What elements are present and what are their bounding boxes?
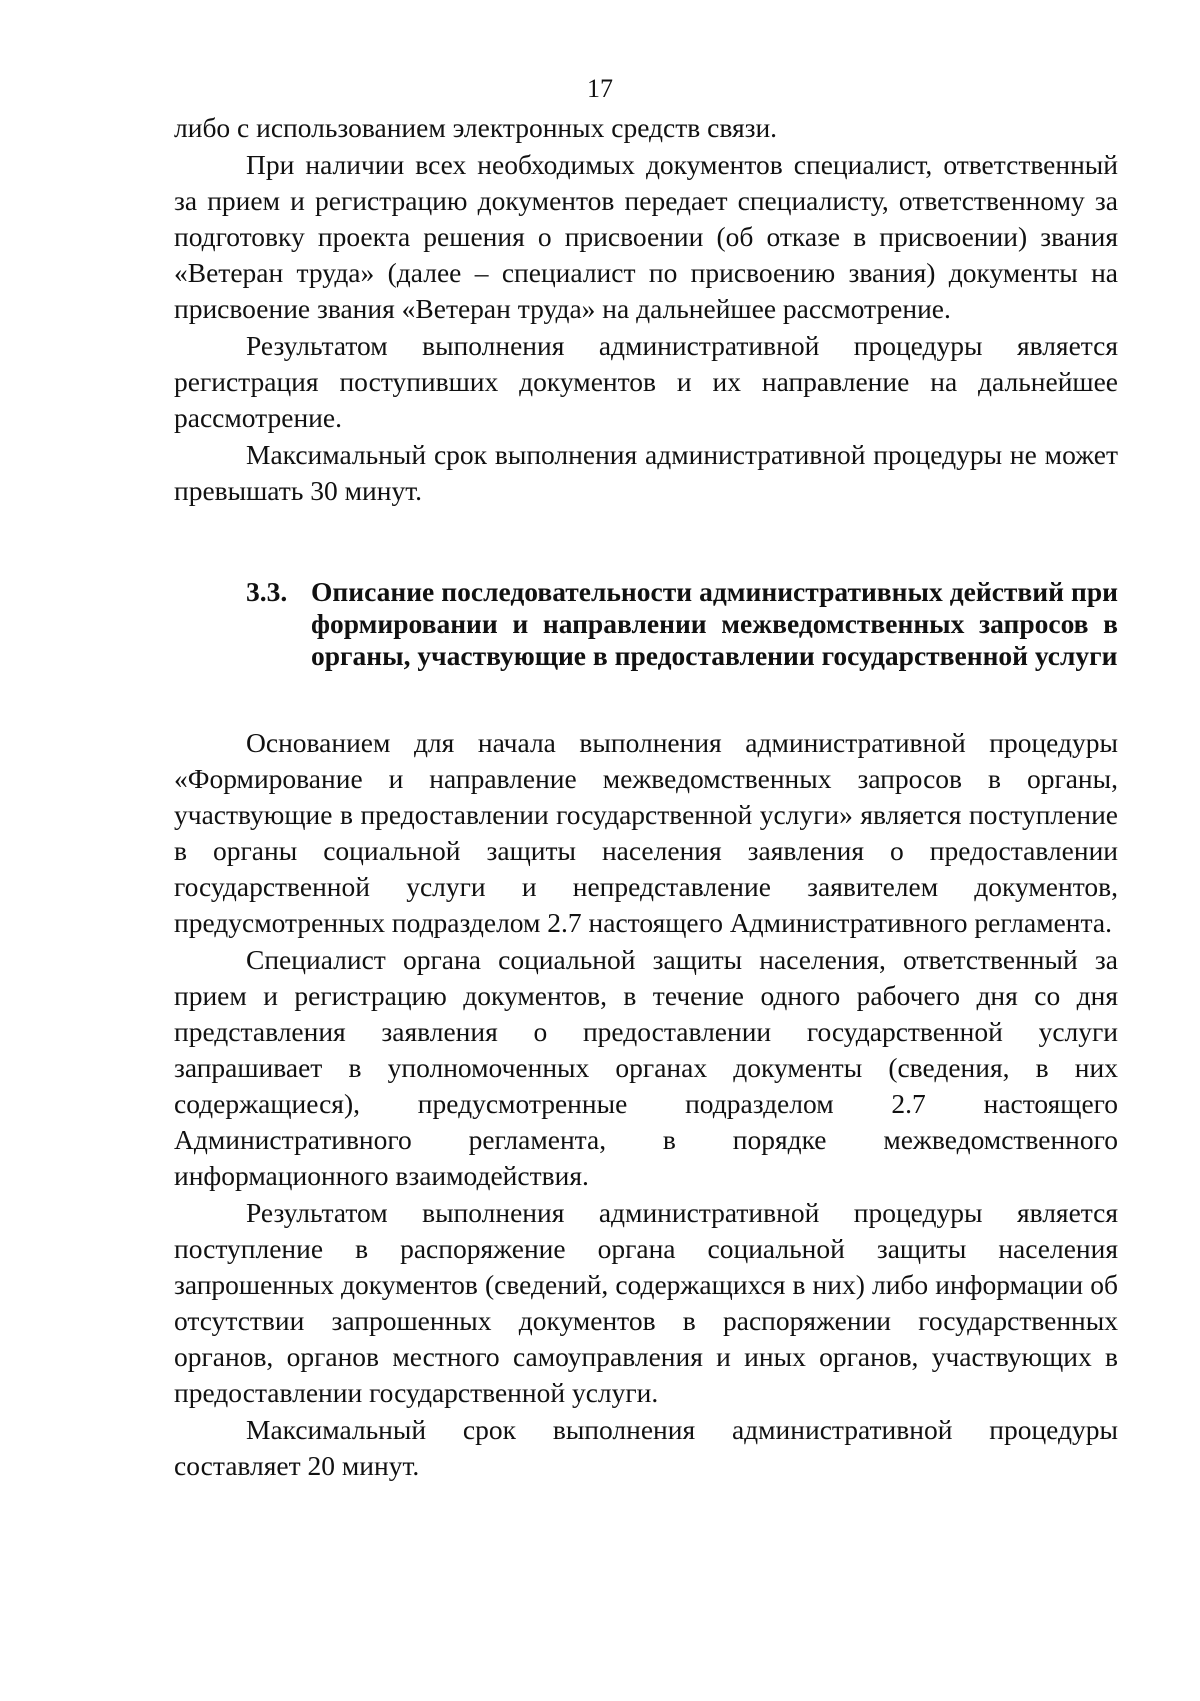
paragraph-continuation: либо с использованием электронных средств связи. xyxy=(174,112,778,143)
paragraph-procedure-result: Результатом выполнения административной процедуры является регистрация поступивших документов и их направление на дальнейшее рассмотрение. xyxy=(174,330,1118,433)
section-heading xyxy=(174,576,1118,672)
page-number: 17 xyxy=(587,74,613,103)
paragraph-procedure-basis: Основанием для начала выполнения административной процедуры «Формирование и направление межведомственных запросов в органы, участвующие в предоставлении государственной услуги» является поступление в органы социальной защиты населения заявления о предоставлении государственной услуги и непредставление заявителем документов, предусмотренных подразделом 2.7 настоящего Административного регламента. xyxy=(174,727,1118,938)
page-content xyxy=(174,110,1118,1484)
paragraph-specialist-request: Специалист органа социальной защиты населения, ответственный за прием и регистрацию документов, в течение одного рабочего дня со дня представления заявления о предоставлении государственной услуги запрашивает в уполномоченных органах документы (сведения, в них содержащиеся), предусмотренные подразделом 2.7 настоящего Административного регламента, в порядке межведомственного информационного взаимодействия. xyxy=(174,944,1118,1191)
paragraph-documents-transfer: При наличии всех необходимых документов специалист, ответственный за прием и регистрацию документов передает специалисту, ответственному за подготовку проекта решения о присвоении (об отказе в присвоении) звания «Ветеран труда» (далее – специалист по присвоению звания) документы на присвоение звания «Ветеран труда» на дальнейшее рассмотрение. xyxy=(174,149,1118,324)
paragraph-request-result: Результатом выполнения административной процедуры является поступление в распоряжение органа социальной защиты населения запрошенных документов (сведений, содержащихся в них) либо информации об отсутствии запрошенных документов в распоряжении государственных органов, органов местного самоуправления и иных органов, участвующих в предоставлении государственной услуги. xyxy=(174,1197,1118,1408)
paragraph-procedure-duration: Максимальный срок выполнения административной процедуры не может превышать 30 минут. xyxy=(174,439,1118,506)
section-number: 3.3. xyxy=(246,576,288,607)
section-title: Описание последовательности административных действий при формировании и направлении межведомственных запросов в органы, участвующие в предоставлении государственной услуги xyxy=(311,576,1118,671)
paragraph-request-duration: Максимальный срок выполнения административной процедуры составляет 20 минут. xyxy=(174,1414,1118,1481)
